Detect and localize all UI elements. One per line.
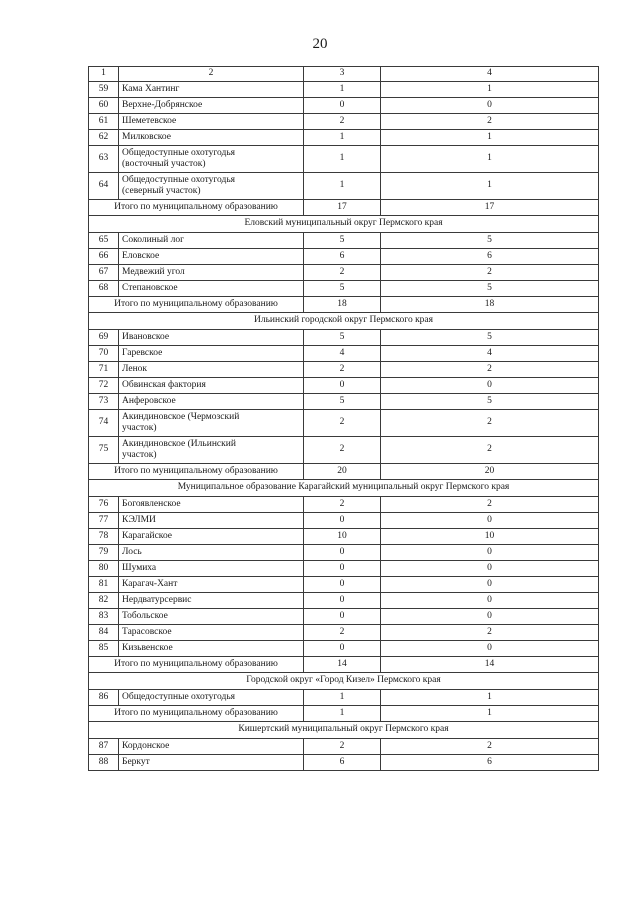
row-number: 77 [89,513,119,529]
ground-name: Кордонское [119,739,304,755]
row-number: 82 [89,593,119,609]
header-row [89,67,599,82]
ground-name: Акиндиновское (Ильинский участок) [119,437,304,464]
row-number: 84 [89,625,119,641]
table-row [89,146,599,173]
table-row [89,130,599,146]
table-row [89,513,599,529]
value-col-3: 1 [304,690,381,706]
table-row [89,378,599,394]
section-header-row [89,480,599,497]
row-number: 83 [89,609,119,625]
value-col-3: 5 [304,330,381,346]
total-col-3: 20 [304,464,381,480]
value-col-3: 0 [304,561,381,577]
table-row [89,545,599,561]
value-col-4: 2 [381,265,599,281]
table-row [89,173,599,200]
value-col-4: 5 [381,233,599,249]
value-col-4: 0 [381,513,599,529]
total-col-4: 20 [381,464,599,480]
value-col-3: 2 [304,265,381,281]
table-row [89,330,599,346]
table-body [89,67,599,771]
value-col-3: 6 [304,755,381,771]
row-number: 87 [89,739,119,755]
value-col-4: 2 [381,497,599,513]
row-number: 60 [89,98,119,114]
total-label: Итого по муниципальному образованию [89,464,304,480]
value-col-3: 5 [304,281,381,297]
row-number: 75 [89,437,119,464]
value-col-4: 5 [381,330,599,346]
row-number: 66 [89,249,119,265]
value-col-4: 10 [381,529,599,545]
value-col-4: 1 [381,130,599,146]
ground-name: Лось [119,545,304,561]
ground-name: Шеметевское [119,114,304,130]
total-col-3: 17 [304,200,381,216]
total-col-4: 14 [381,657,599,673]
row-number: 72 [89,378,119,394]
value-col-3: 0 [304,98,381,114]
value-col-4: 5 [381,394,599,410]
table-row [89,755,599,771]
value-col-4: 2 [381,410,599,437]
section-title: Ильинский городской округ Пермского края [89,313,599,330]
row-number: 86 [89,690,119,706]
table-row [89,625,599,641]
value-col-4: 2 [381,739,599,755]
value-col-4: 2 [381,362,599,378]
ground-name: Милковское [119,130,304,146]
value-col-3: 0 [304,593,381,609]
section-header-row [89,216,599,233]
table-row [89,497,599,513]
value-col-4: 0 [381,98,599,114]
ground-name: Шумиха [119,561,304,577]
row-number: 64 [89,173,119,200]
row-number: 80 [89,561,119,577]
row-number: 68 [89,281,119,297]
section-header-row [89,313,599,330]
total-col-3: 1 [304,706,381,722]
header-col-2: 2 [119,67,304,82]
value-col-4: 5 [381,281,599,297]
table-row [89,593,599,609]
total-col-4: 17 [381,200,599,216]
row-number: 70 [89,346,119,362]
header-col-1: 1 [89,67,119,82]
ground-name: Акиндиновское (Чермозский участок) [119,410,304,437]
table-row [89,739,599,755]
table-row [89,437,599,464]
ground-name: КЭЛМИ [119,513,304,529]
ground-name: Медвежий угол [119,265,304,281]
hunting-grounds-table [88,66,599,771]
value-col-4: 4 [381,346,599,362]
page-number: 20 [312,36,328,52]
total-row [89,200,599,216]
ground-name: Верхне-Добрянское [119,98,304,114]
ground-name: Тобольское [119,609,304,625]
value-col-3: 1 [304,173,381,200]
total-label: Итого по муниципальному образованию [89,706,304,722]
value-col-3: 1 [304,130,381,146]
total-label: Итого по муниципальному образованию [89,297,304,313]
ground-name: Кизьвенское [119,641,304,657]
value-col-4: 0 [381,609,599,625]
value-col-4: 0 [381,378,599,394]
total-col-4: 1 [381,706,599,722]
value-col-3: 6 [304,249,381,265]
ground-name: Еловское [119,249,304,265]
total-label: Итого по муниципальному образованию [89,200,304,216]
row-number: 67 [89,265,119,281]
row-number: 71 [89,362,119,378]
section-header-row [89,722,599,739]
value-col-4: 0 [381,641,599,657]
row-number: 78 [89,529,119,545]
row-number: 69 [89,330,119,346]
row-number: 85 [89,641,119,657]
ground-name: Степановское [119,281,304,297]
header-col-4: 4 [381,67,599,82]
ground-name: Гаревское [119,346,304,362]
row-number: 76 [89,497,119,513]
section-title: Городской округ «Город Кизел» Пермского края [89,673,599,690]
value-col-4: 0 [381,561,599,577]
section-title: Кишертский муниципальный округ Пермского края [89,722,599,739]
row-number: 74 [89,410,119,437]
value-col-4: 0 [381,593,599,609]
ground-name: Карагайское [119,529,304,545]
header-col-3: 3 [304,67,381,82]
ground-name: Соколиный лог [119,233,304,249]
row-number: 65 [89,233,119,249]
table-row [89,98,599,114]
value-col-3: 5 [304,394,381,410]
total-row [89,464,599,480]
value-col-3: 0 [304,545,381,561]
table-row [89,265,599,281]
total-row [89,297,599,313]
value-col-3: 0 [304,513,381,529]
table-row [89,394,599,410]
value-col-3: 0 [304,577,381,593]
total-label: Итого по муниципальному образованию [89,657,304,673]
ground-name: Обвинская фактория [119,378,304,394]
value-col-4: 2 [381,437,599,464]
value-col-4: 1 [381,173,599,200]
total-col-4: 18 [381,297,599,313]
table-row [89,641,599,657]
value-col-3: 0 [304,378,381,394]
value-col-3: 2 [304,739,381,755]
ground-name: Общедоступные охотугодья [119,690,304,706]
row-number: 61 [89,114,119,130]
table-row [89,233,599,249]
value-col-3: 2 [304,362,381,378]
ground-name: Кама Хантинг [119,82,304,98]
table-row [89,609,599,625]
value-col-4: 2 [381,625,599,641]
table-row [89,690,599,706]
value-col-4: 1 [381,82,599,98]
table-row [89,561,599,577]
value-col-3: 2 [304,410,381,437]
ground-name: Ленок [119,362,304,378]
ground-name: Богоявленское [119,497,304,513]
table-row [89,362,599,378]
value-col-3: 0 [304,609,381,625]
value-col-3: 4 [304,346,381,362]
value-col-3: 10 [304,529,381,545]
value-col-4: 6 [381,249,599,265]
table-row [89,114,599,130]
value-col-3: 0 [304,641,381,657]
row-number: 73 [89,394,119,410]
total-col-3: 14 [304,657,381,673]
section-title: Еловский муниципальный округ Пермского края [89,216,599,233]
value-col-3: 2 [304,625,381,641]
table-row [89,82,599,98]
row-number: 81 [89,577,119,593]
value-col-3: 1 [304,82,381,98]
value-col-4: 0 [381,577,599,593]
row-number: 63 [89,146,119,173]
ground-name: Анферовское [119,394,304,410]
ground-name: Ивановское [119,330,304,346]
value-col-4: 2 [381,114,599,130]
table-row [89,577,599,593]
value-col-3: 5 [304,233,381,249]
value-col-3: 2 [304,114,381,130]
value-col-3: 1 [304,146,381,173]
value-col-4: 1 [381,146,599,173]
section-title: Муниципальное образование Карагайский муниципальный округ Пермского края [89,480,599,497]
table-row [89,346,599,362]
ground-name: Тарасовское [119,625,304,641]
ground-name: Нердватурсервис [119,593,304,609]
row-number: 59 [89,82,119,98]
ground-name: Общедоступные охотугодья (восточный участок) [119,146,304,173]
total-row [89,657,599,673]
value-col-3: 2 [304,497,381,513]
ground-name: Общедоступные охотугодья (северный участок) [119,173,304,200]
value-col-4: 1 [381,690,599,706]
value-col-4: 0 [381,545,599,561]
value-col-4: 6 [381,755,599,771]
ground-name: Беркут [119,755,304,771]
value-col-3: 2 [304,437,381,464]
ground-name: Карагач-Хант [119,577,304,593]
table-row [89,410,599,437]
table-row [89,281,599,297]
total-row [89,706,599,722]
section-header-row [89,673,599,690]
table-row [89,249,599,265]
total-col-3: 18 [304,297,381,313]
row-number: 79 [89,545,119,561]
row-number: 62 [89,130,119,146]
table-row [89,529,599,545]
row-number: 88 [89,755,119,771]
